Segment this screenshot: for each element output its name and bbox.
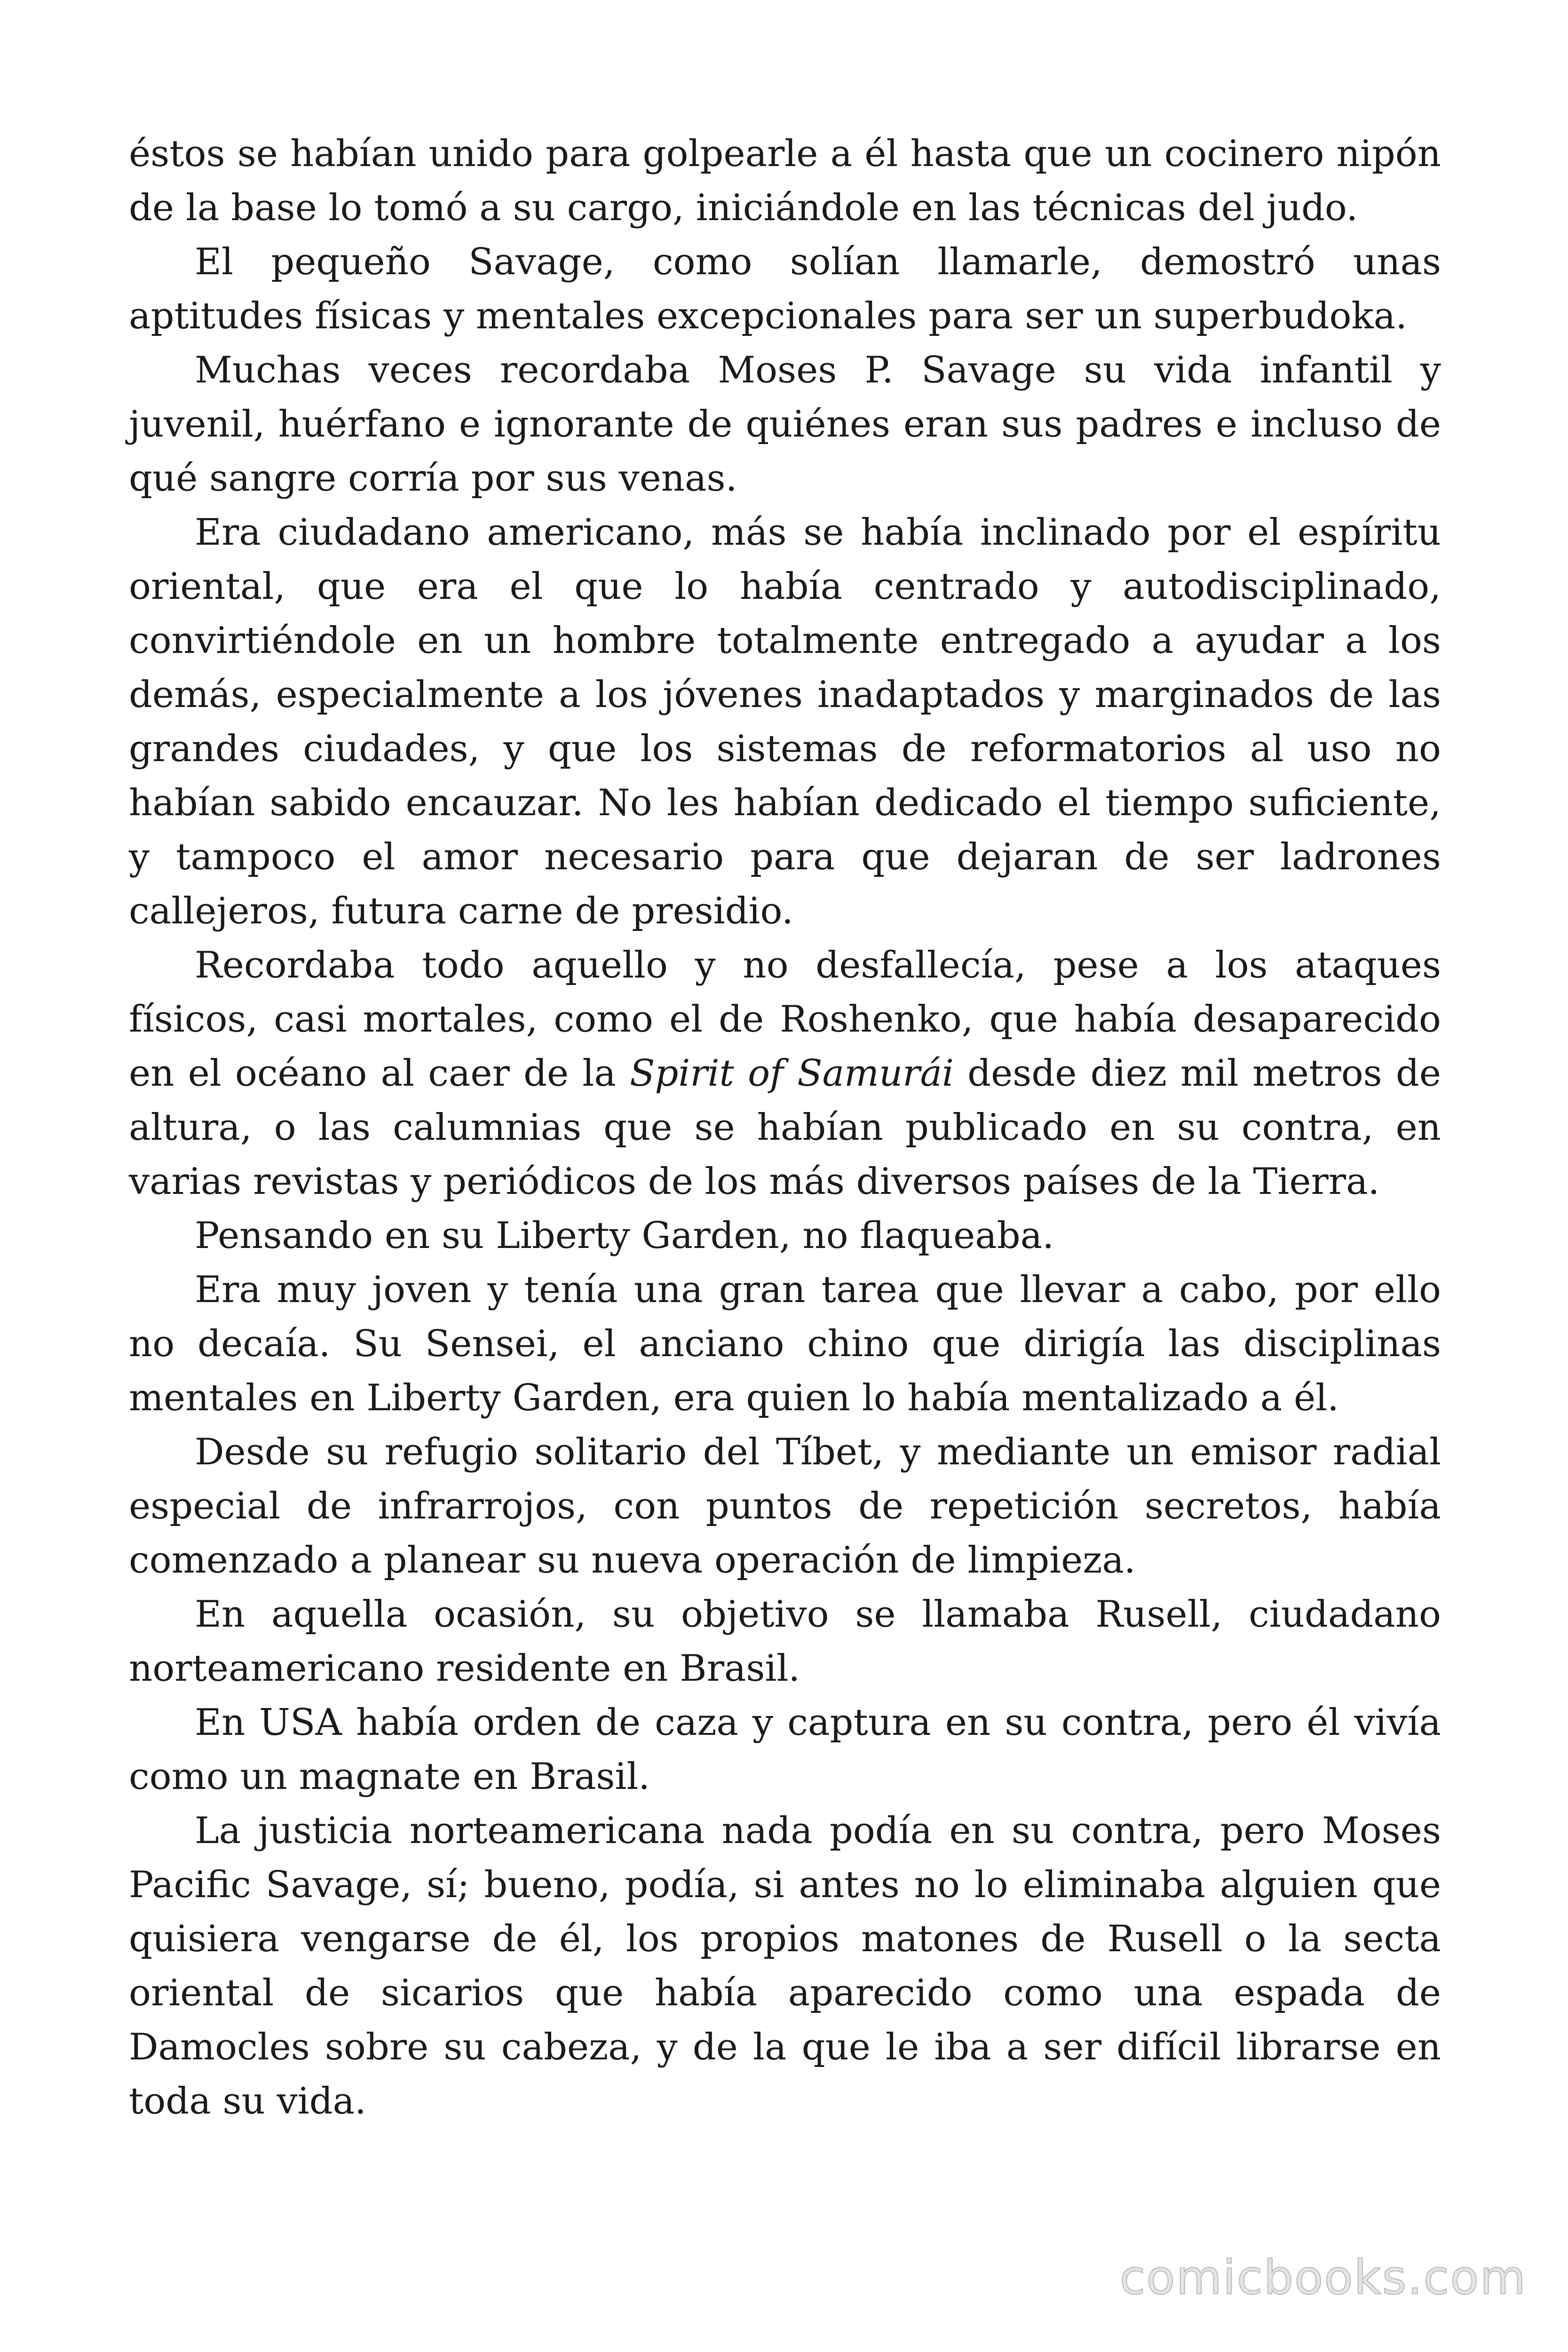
watermark: comicbooks.com <box>1119 2250 1527 2305</box>
paragraph-10: En USA había orden de caza y captura en su contra, pero él vivía como un magnate en Brasil. <box>129 1701 1441 1798</box>
paragraph-7: Era muy joven y tenía una gran tarea que llevar a cabo, por ello no decaía. Su Sensei, el anciano chino que dirigía las disciplinas mentales en Liberty Garden, era quien lo había mentalizado a él. <box>129 1269 1441 1419</box>
paragraph-5 <box>129 938 1441 1209</box>
paragraph-8: Desde su refugio solitario del Tíbet, y mediante un emisor radial especial de infrarrojos, con puntos de repetición secretos, había comenzado a planear su nueva operación de limpieza. <box>129 1431 1441 1581</box>
paragraph-4: Era ciudadano americano, más se había inclinado por el espíritu oriental, que era el que lo había centrado y autodisciplinado, convirtiéndole en un hombre totalmente entregado a ayudar a los demás, especialmente a los jóvenes inadaptados y marginados de las grandes ciudades, y que los sistemas de reformatorios al uso no habían sabido encauzar. No les habían dedicado el tiempo suficiente, y tampoco el amor necesario para que dejaran de ser ladrones callejeros, futura carne de presidio. <box>129 511 1441 932</box>
paragraph-9: En aquella ocasión, su objetivo se llamaba Rusell, ciudadano norteamericano residente en Brasil. <box>129 1593 1441 1690</box>
paragraph-1: éstos se habían unido para golpearle a él hasta que un cocinero nipón de la base lo tomó a su cargo, iniciándole en las técnicas del judo. <box>129 133 1441 229</box>
paragraph-5-text-before: Recordaba todo aquello y no desfallecía, pese a los ataques físicos, casi mortales, como el de Roshenko, que había desaparecido en el océano al caer de la <box>129 944 1441 1095</box>
paragraph-11: La justicia norteamericana nada podía en su contra, pero Moses Pacific Savage, sí; bueno, podía, si antes no lo eliminaba alguien que quisiera vengarse de él, los propios matones de Rusell o la secta oriental de sicarios que había aparecido como una espada de Damocles sobre su cabeza, y de la que le iba a ser difícil librarse en toda su vida. <box>129 1810 1441 2122</box>
ship-name: Spirit of Samurái <box>630 1052 954 1095</box>
paragraph-3: Muchas veces recordaba Moses P. Savage su vida infantil y juvenil, huérfano e ignorante de quiénes eran sus padres e incluso de qué sangre corría por sus venas. <box>129 349 1441 500</box>
page-body <box>129 127 1441 2129</box>
paragraph-5-text-after: desde diez mil metros de altura, o las calumnias que se habían publicado en su contra, en varias revistas y periódicos de los más diversos países de la Tierra. <box>129 1052 1441 1203</box>
paragraph-6: Pensando en su Liberty Garden, no flaqueaba. <box>195 1215 1054 1257</box>
paragraph-2: El pequeño Savage, como solían llamarle, demostró unas aptitudes físicas y mentales excepcionales para ser un superbudoka. <box>129 241 1441 337</box>
